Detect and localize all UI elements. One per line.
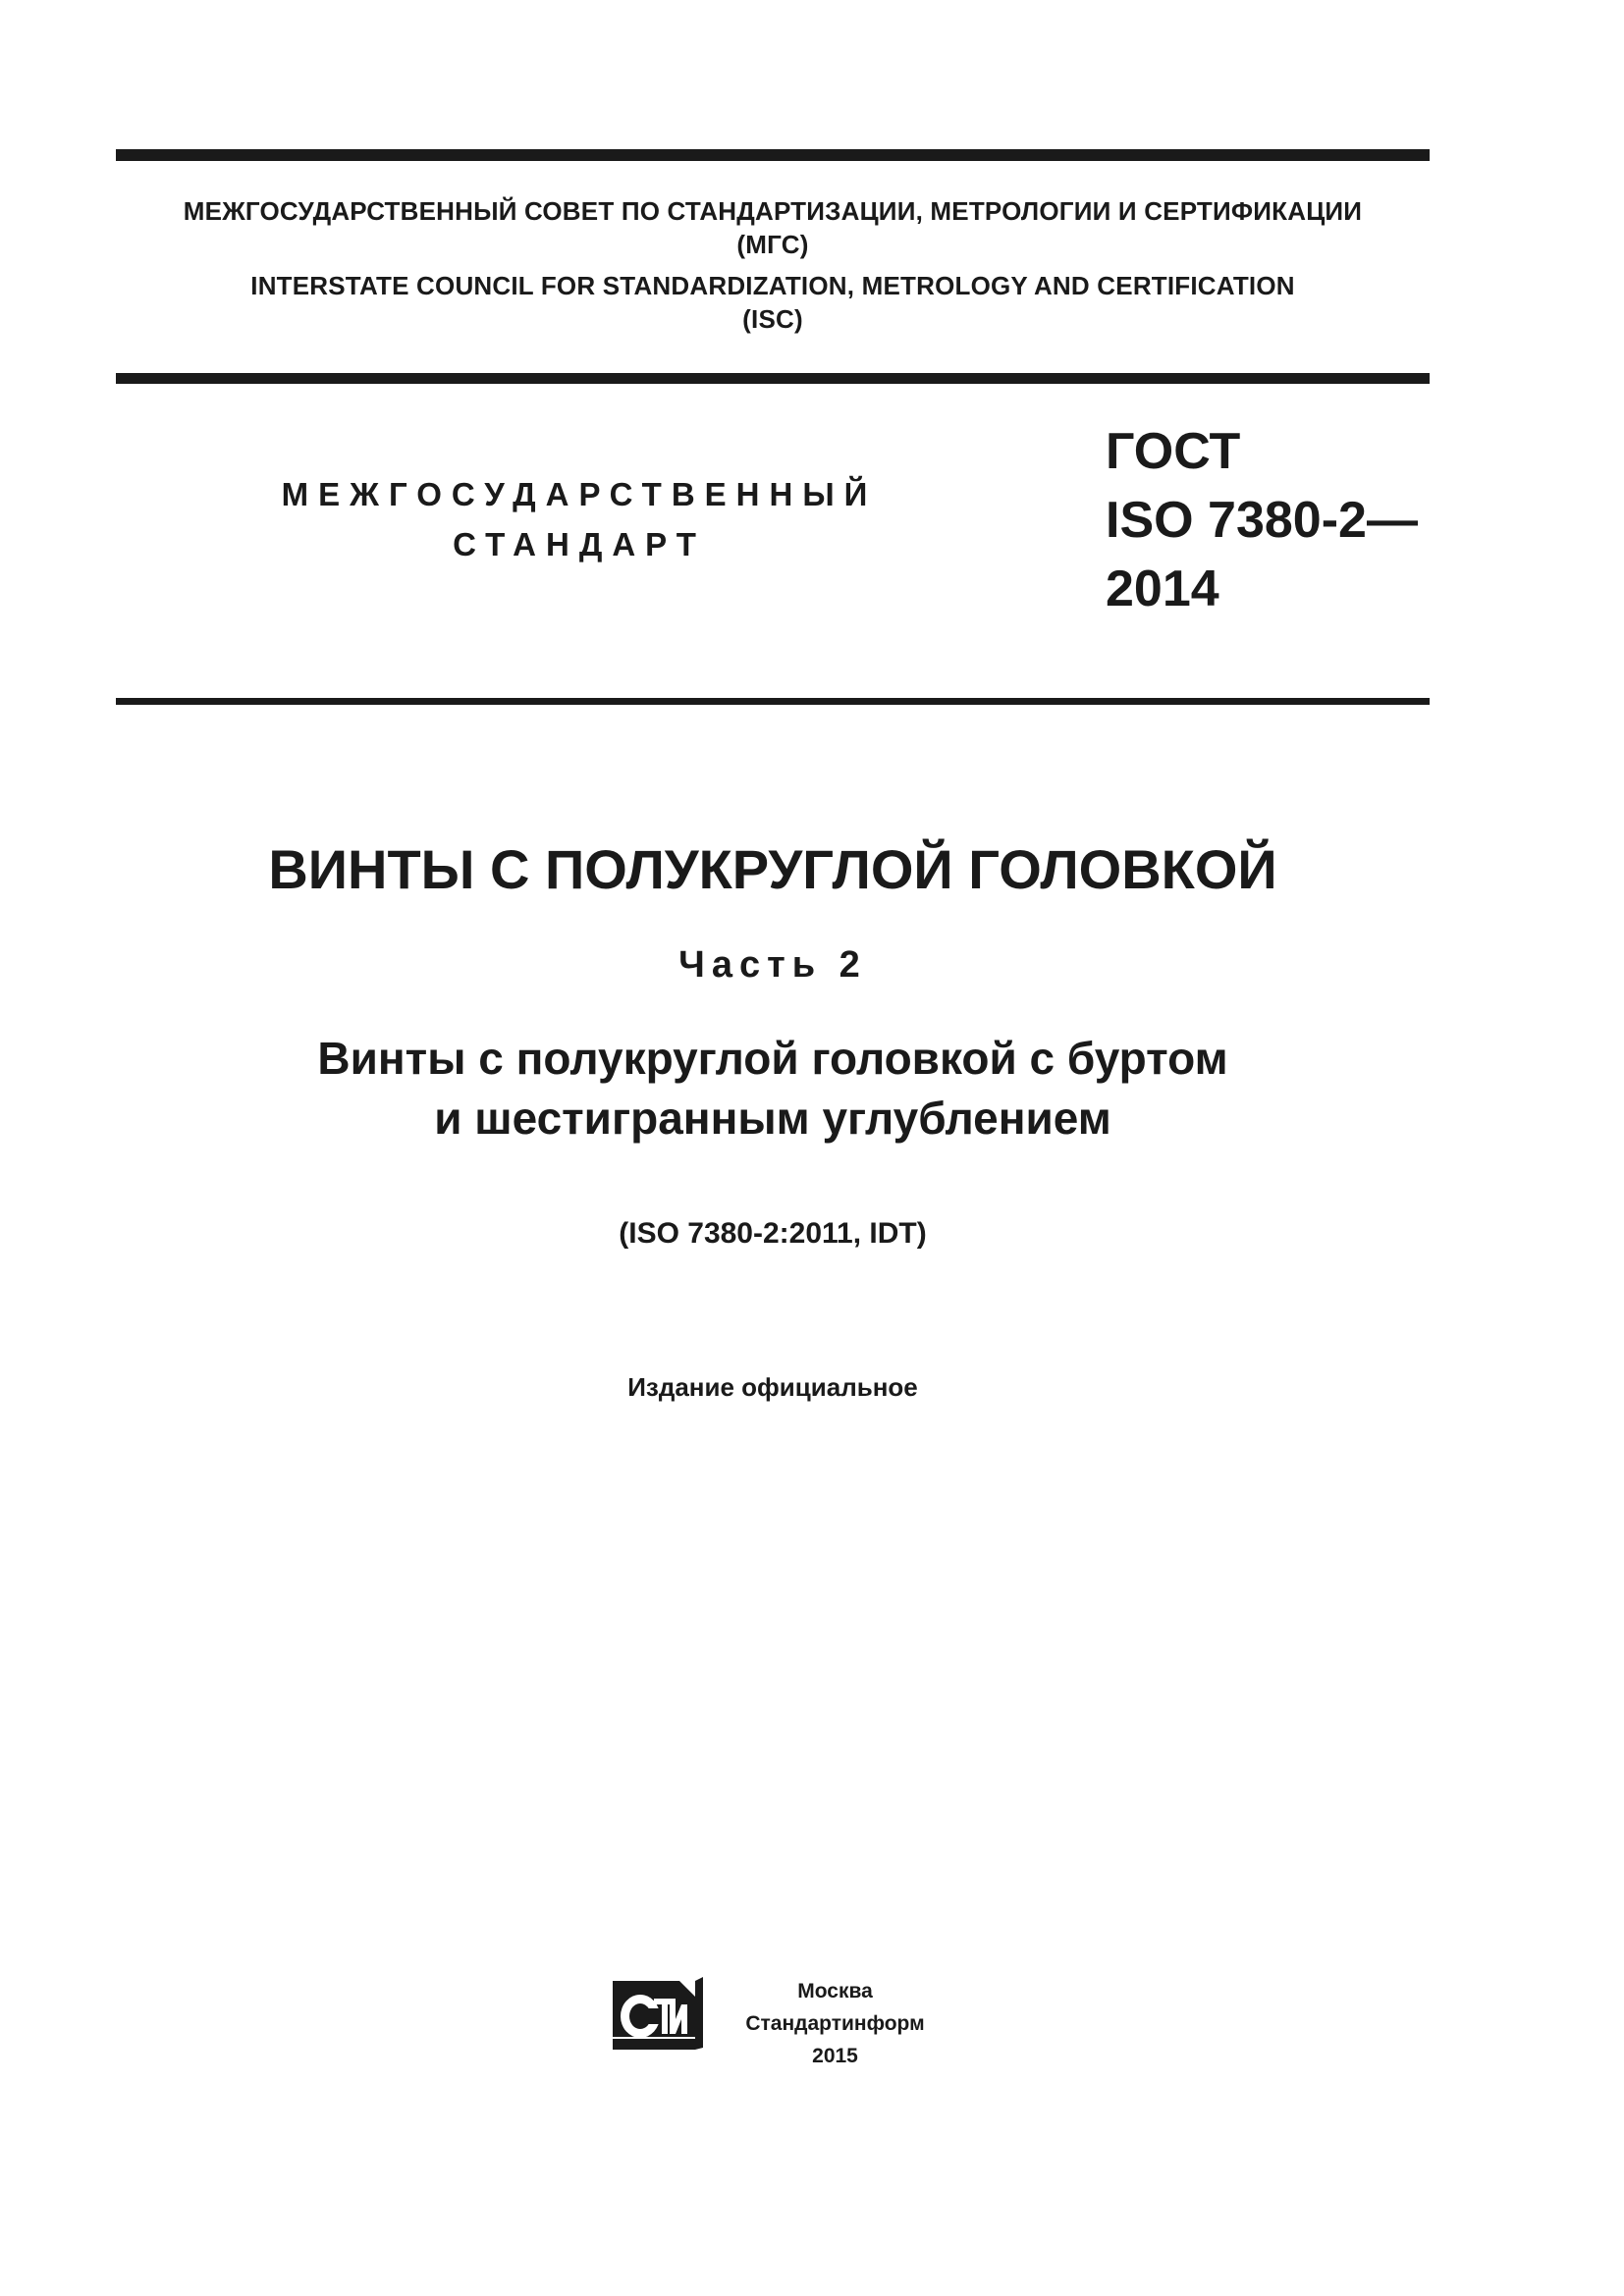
main-title: ВИНТЫ С ПОЛУКРУГЛОЙ ГОЛОВКОЙ xyxy=(268,838,1277,900)
standard-code-line3: 2014 xyxy=(1106,561,1219,617)
title-block xyxy=(116,836,1430,1404)
council-ru-abbr: (МГС) xyxy=(736,230,809,259)
subtitle xyxy=(116,1029,1430,1148)
publisher-name: Стандартинформ xyxy=(745,2012,925,2035)
publisher-year: 2015 xyxy=(812,2045,858,2067)
council-en-abbr: (ISC) xyxy=(742,304,803,334)
standartinform-logo-icon xyxy=(611,1977,705,2056)
publisher-city: Москва xyxy=(797,1980,873,2002)
council-header xyxy=(116,194,1430,336)
publisher xyxy=(715,1975,955,2072)
subtitle-line1: Винты с полукруглой головкой с буртом xyxy=(317,1033,1228,1084)
standard-kind xyxy=(236,469,923,569)
title-rule xyxy=(116,698,1430,705)
edition-note: Издание официальное xyxy=(627,1372,918,1402)
part-label: Часть 2 xyxy=(678,944,867,986)
standard-kind-line1: МЕЖГОСУДАРСТВЕННЫЙ xyxy=(281,476,878,512)
standard-kind-line2: СТАНДАРТ xyxy=(453,526,706,562)
top-rule xyxy=(116,149,1430,161)
standard-code-line1: ГОСТ xyxy=(1106,423,1241,480)
iso-reference: (ISO 7380-2:2011, IDT) xyxy=(619,1217,927,1250)
council-en-name: INTERSTATE COUNCIL FOR STANDARDIZATION, METROLOGY AND CERTIFICATION xyxy=(250,271,1295,300)
standard-code-line2: ISO 7380-2— xyxy=(1106,492,1418,549)
council-ru-name: МЕЖГОСУДАРСТВЕННЫЙ СОВЕТ ПО СТАНДАРТИЗАЦИИ, МЕТРОЛОГИИ И СЕРТИФИКАЦИИ xyxy=(183,196,1363,226)
header-rule xyxy=(116,373,1430,384)
subtitle-line2: и шестигранным углублением xyxy=(434,1093,1111,1144)
standard-code xyxy=(1106,417,1418,623)
